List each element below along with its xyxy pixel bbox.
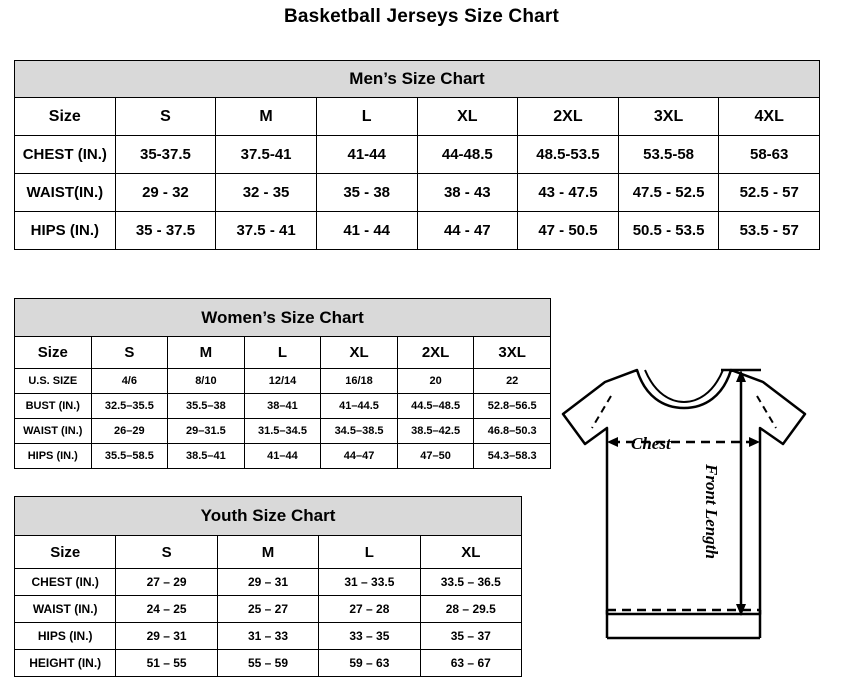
cell: 20 [397,369,474,394]
womens-size-chart-table [14,298,551,469]
cell: 33 – 35 [319,623,420,650]
column-header-l: L [316,98,417,136]
row-label-chest: CHEST (IN.) [15,136,116,174]
column-header-s: S [116,536,217,569]
table-row [15,623,522,650]
cell: 35.5–38 [168,394,245,419]
cell: 55 – 59 [217,650,318,677]
cell: 24 – 25 [116,596,217,623]
cell: 16/18 [321,369,398,394]
table-row [15,394,551,419]
column-header-l: L [319,536,420,569]
cell: 22 [474,369,551,394]
jersey-measurement-diagram [545,352,835,670]
cell: 35-37.5 [115,136,216,174]
youth-chart-title: Youth Size Chart [15,497,522,536]
cell: 43 - 47.5 [518,174,619,212]
cell: 47 - 50.5 [518,212,619,250]
cell: 52.8–56.5 [474,394,551,419]
jersey-body-path [563,370,805,614]
row-label-waist: WAIST (IN.) [15,596,116,623]
cell: 53.5 - 57 [719,212,820,250]
cell: 46.8–50.3 [474,419,551,444]
column-header-m: M [216,98,317,136]
cell: 33.5 – 36.5 [420,569,521,596]
column-header-3xl: 3XL [474,337,551,369]
cell: 48.5-53.5 [518,136,619,174]
row-label-bust: BUST (IN.) [15,394,92,419]
cell: 41-44 [316,136,417,174]
cell: 52.5 - 57 [719,174,820,212]
cell: 27 – 29 [116,569,217,596]
cell: 32.5–35.5 [91,394,168,419]
cell: 44 - 47 [417,212,518,250]
cell: 41 - 44 [316,212,417,250]
cell: 58-63 [719,136,820,174]
cell: 47.5 - 52.5 [618,174,719,212]
cell: 41–44 [244,444,321,469]
row-label-waist: WAIST(IN.) [15,174,116,212]
column-header-m: M [217,536,318,569]
cell: 32 - 35 [216,174,317,212]
cell: 26–29 [91,419,168,444]
table-row [15,212,820,250]
cell: 50.5 - 53.5 [618,212,719,250]
front-length-measurement-label: Front Length [702,464,721,559]
cell: 44–47 [321,444,398,469]
row-label-chest: CHEST (IN.) [15,569,116,596]
table-header-band-row [15,61,820,98]
table-row [15,174,820,212]
mens-chart-title: Men’s Size Chart [15,61,820,98]
cell: 4/6 [91,369,168,394]
cell: 37.5-41 [216,136,317,174]
cell: 29–31.5 [168,419,245,444]
column-header-l: L [244,337,321,369]
cell: 63 – 67 [420,650,521,677]
mens-size-chart-table [14,60,820,250]
cell: 8/10 [168,369,245,394]
row-label-hips: HIPS (IN.) [15,623,116,650]
cell: 27 – 28 [319,596,420,623]
column-header-m: M [168,337,245,369]
column-header-3xl: 3XL [618,98,719,136]
column-header-xl: XL [417,98,518,136]
cell: 12/14 [244,369,321,394]
table-column-header-row [15,536,522,569]
column-header-s: S [115,98,216,136]
column-header-2xl: 2XL [518,98,619,136]
cell: 38.5–41 [168,444,245,469]
row-label-us-size: U.S. SIZE [15,369,92,394]
cell: 41–44.5 [321,394,398,419]
cell: 28 – 29.5 [420,596,521,623]
row-label-hips: HIPS (IN.) [15,212,116,250]
table-row [15,596,522,623]
table-column-header-row [15,98,820,136]
womens-chart-title: Women’s Size Chart [15,299,551,337]
cell: 35 – 37 [420,623,521,650]
row-label-height: HEIGHT (IN.) [15,650,116,677]
table-row [15,136,820,174]
cell: 44-48.5 [417,136,518,174]
table-row [15,369,551,394]
page-title: Basketball Jerseys Size Chart [283,6,560,27]
table-row [15,650,522,677]
cell: 35 - 38 [316,174,417,212]
chest-measurement-label: Chest [631,434,671,453]
table-row [15,444,551,469]
column-header-size: Size [15,98,116,136]
table-header-band-row [15,497,522,536]
jersey-outline-svg [545,352,835,670]
cell: 38.5–42.5 [397,419,474,444]
table-header-band-row [15,299,551,337]
cell: 25 – 27 [217,596,318,623]
column-header-size: Size [15,337,92,369]
column-header-size: Size [15,536,116,569]
collar-line [645,370,723,402]
cell: 29 – 31 [217,569,318,596]
table-row [15,569,522,596]
column-header-2xl: 2XL [397,337,474,369]
column-header-xl: XL [420,536,521,569]
table-row [15,419,551,444]
cell: 35 - 37.5 [115,212,216,250]
cell: 37.5 - 41 [216,212,317,250]
cell: 31.5–34.5 [244,419,321,444]
row-label-waist: WAIST (IN.) [15,419,92,444]
cell: 29 - 32 [115,174,216,212]
cell: 53.5-58 [618,136,719,174]
cell: 38–41 [244,394,321,419]
row-label-hips: HIPS (IN.) [15,444,92,469]
table-column-header-row [15,337,551,369]
cell: 31 – 33.5 [319,569,420,596]
column-header-4xl: 4XL [719,98,820,136]
cell: 44.5–48.5 [397,394,474,419]
cell: 35.5–58.5 [91,444,168,469]
cell: 54.3–58.3 [474,444,551,469]
cell: 29 – 31 [116,623,217,650]
cell: 31 – 33 [217,623,318,650]
cell: 59 – 63 [319,650,420,677]
cell: 47–50 [397,444,474,469]
cell: 34.5–38.5 [321,419,398,444]
cell: 38 - 43 [417,174,518,212]
cell: 51 – 55 [116,650,217,677]
column-header-s: S [91,337,168,369]
column-header-xl: XL [321,337,398,369]
youth-size-chart-table [14,496,522,677]
